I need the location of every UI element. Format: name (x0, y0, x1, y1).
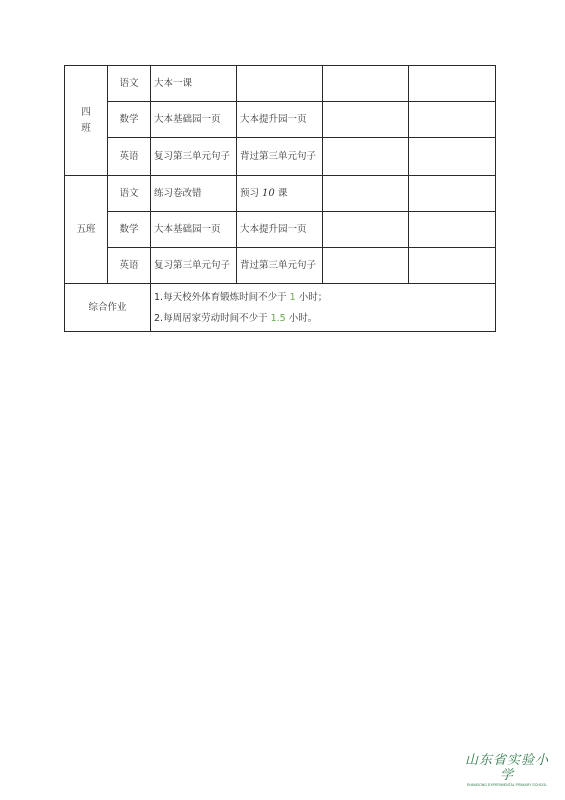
task-cell (409, 248, 496, 284)
comprehensive-text: 1.每天校外体育锻炼时间不少于 (154, 291, 287, 303)
task-text: 课 (277, 187, 288, 199)
table-row (65, 284, 496, 332)
school-logo-name: 山东省实验小学 (464, 753, 549, 783)
subject-cell: 英语 (108, 138, 151, 176)
subject-cell: 语文 (108, 176, 151, 212)
subject-cell: 英语 (108, 248, 151, 284)
task-cell: 练习卷改错 (151, 176, 237, 212)
task-cell: 大本一课 (151, 66, 237, 102)
homework-table (64, 65, 496, 332)
table-row (65, 176, 496, 212)
subject-cell: 数学 (108, 102, 151, 138)
table-row (65, 248, 496, 284)
task-cell (323, 212, 409, 248)
comprehensive-label: 综合作业 (65, 284, 151, 332)
task-cell (237, 66, 323, 102)
table-row (65, 66, 496, 102)
task-cell (409, 66, 496, 102)
task-cell (409, 212, 496, 248)
comprehensive-number: 1.5 (270, 312, 286, 324)
task-cell: 大本提升园一页 (237, 212, 323, 248)
task-text: 预习 (240, 187, 260, 199)
comprehensive-text: 小时。 (288, 312, 318, 324)
task-cell: 背过第三单元句子 (237, 248, 323, 284)
task-cell: 复习第三单元句子 (151, 248, 237, 284)
table-row (65, 212, 496, 248)
class-name: 四班 (81, 106, 91, 134)
task-cell (323, 138, 409, 176)
task-number: 10 (262, 187, 275, 199)
task-cell (323, 176, 409, 212)
table-row (65, 102, 496, 138)
task-cell: 大本基础园一页 (151, 212, 237, 248)
task-cell (323, 66, 409, 102)
comprehensive-text: 2.每周居家劳动时间不少于 (154, 312, 268, 324)
task-cell (323, 102, 409, 138)
comprehensive-text: 小时； (298, 291, 328, 303)
task-cell (323, 248, 409, 284)
task-cell (409, 138, 496, 176)
school-logo-english: SHANDONG EXPERIMENTAL PRIMARY SCHOOL (466, 783, 548, 787)
subject-cell: 数学 (108, 212, 151, 248)
class-name-cell (65, 66, 108, 176)
comprehensive-line-1 (154, 287, 492, 308)
class-name: 五班 (76, 223, 96, 235)
comprehensive-line-2 (154, 308, 492, 329)
comprehensive-number: 1 (289, 291, 296, 303)
school-logo (461, 753, 553, 788)
task-cell: 大本提升园一页 (237, 102, 323, 138)
task-cell: 大本基础园一页 (151, 102, 237, 138)
task-cell: 复习第三单元句子 (151, 138, 237, 176)
comprehensive-content (151, 284, 496, 332)
task-cell (237, 176, 323, 212)
subject-cell: 语文 (108, 66, 151, 102)
class-name-cell (65, 176, 108, 284)
task-cell (409, 176, 496, 212)
task-cell (409, 102, 496, 138)
table-row (65, 138, 496, 176)
task-cell: 背过第三单元句子 (237, 138, 323, 176)
